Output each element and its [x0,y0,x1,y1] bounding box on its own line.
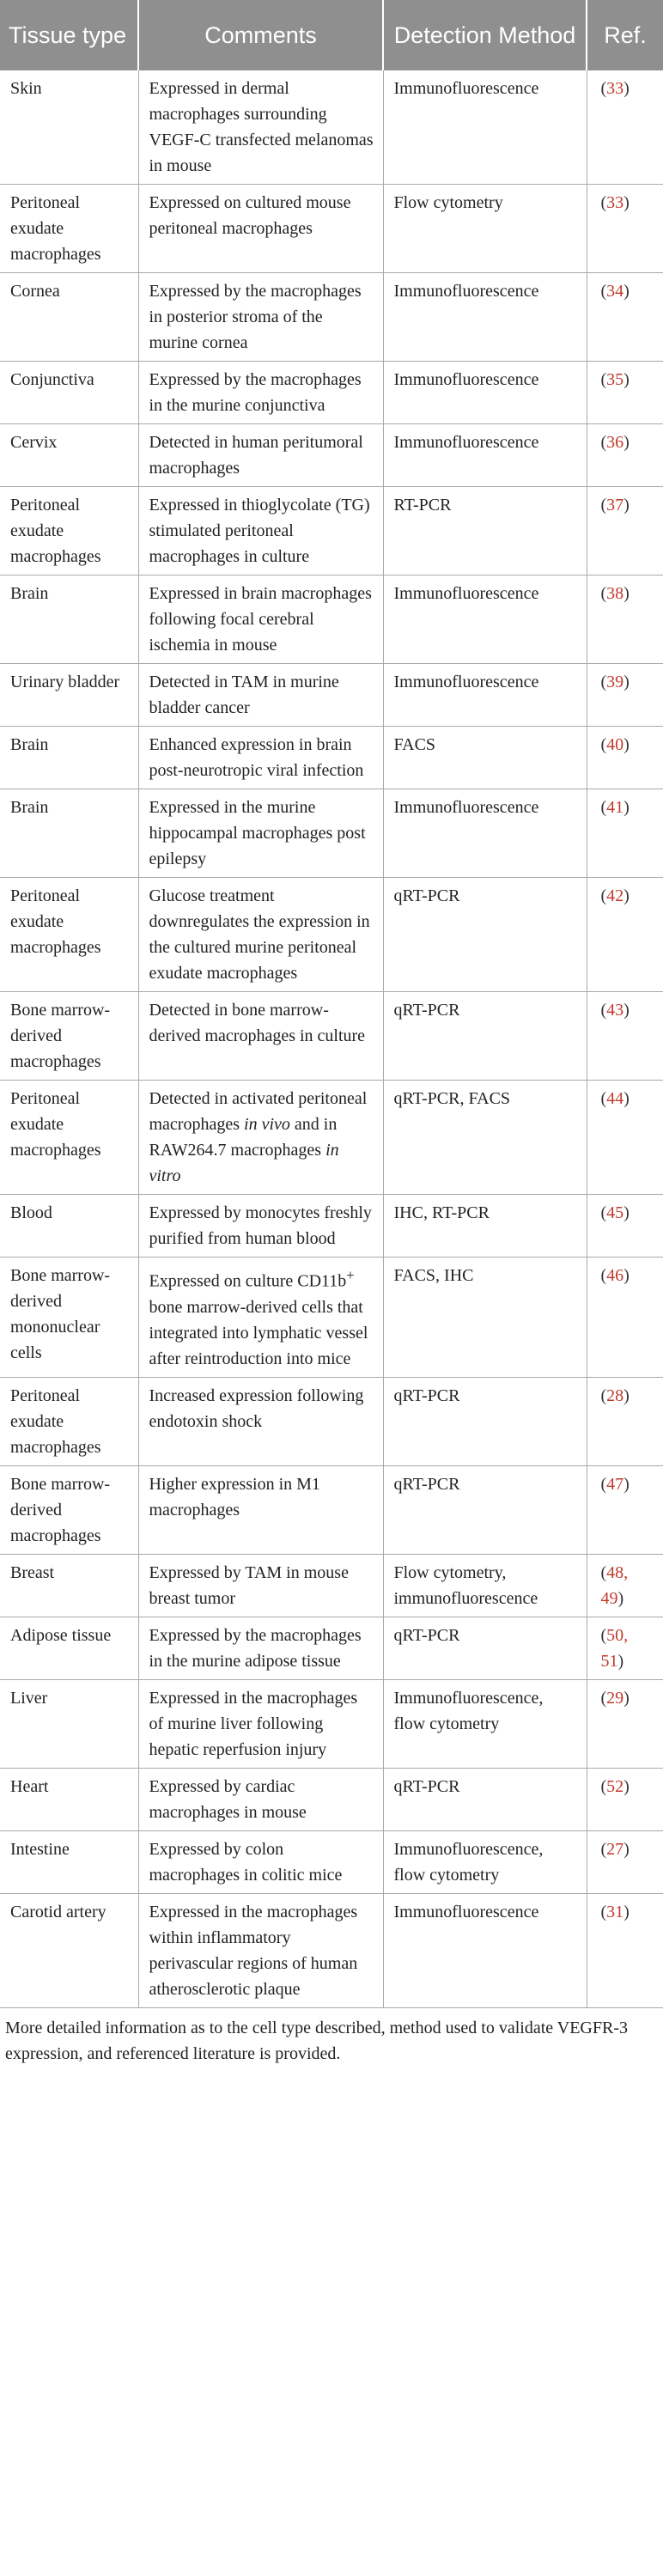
cell-detection-method: Immunofluorescence [383,424,587,487]
cell-comment: Expressed in dermal macrophages surrounding VEGF-C transfected melanomas in mouse [138,70,383,185]
cell-detection-method: qRT-PCR [383,1617,587,1679]
cell-detection-method: IHC, RT-PCR [383,1195,587,1258]
cell-ref [587,1830,663,1893]
ref-open-paren: ( [600,1625,607,1645]
cell-ref [587,273,663,362]
cell-ref [587,1465,663,1554]
ref-close-paren: ) [623,886,630,905]
cell-detection-method: FACS, IHC [383,1258,587,1378]
ref-link[interactable]: 27 [606,1839,624,1859]
comment-fragment: in vivo [244,1115,290,1134]
ref-link[interactable]: 43 [606,1001,624,1020]
ref-open-paren: ( [600,735,607,754]
ref-link[interactable]: 45 [606,1203,624,1222]
cell-detection-method: RT-PCR [383,487,587,575]
cell-detection-method: qRT-PCR, FACS [383,1081,587,1195]
cell-ref [587,1768,663,1830]
cell-tissue-type: Breast [0,1554,138,1617]
ref-open-paren: ( [600,1562,607,1582]
cell-detection-method: FACS [383,727,587,789]
table-row [0,575,663,664]
cell-detection-method: Immunofluorescence [383,575,587,664]
table-row [0,1554,663,1617]
cell-ref [587,487,663,575]
ref-open-paren: ( [600,1839,607,1859]
cell-ref [587,1617,663,1679]
ref-open-paren: ( [600,1203,607,1222]
cell-tissue-type: Skin [0,70,138,185]
table-row [0,789,663,878]
cell-tissue-type: Bone marrow-derived mononuclear cells [0,1258,138,1378]
ref-open-paren: ( [600,1474,607,1494]
ref-open-paren: ( [600,496,607,515]
cell-tissue-type: Peritoneal exudate macrophages [0,878,138,992]
ref-close-paren: ) [617,1588,624,1608]
ref-close-paren: ) [623,1203,630,1222]
ref-link[interactable]: 36 [606,433,624,452]
ref-close-paren: ) [623,193,630,212]
cell-detection-method: qRT-PCR [383,878,587,992]
ref-open-paren: ( [600,1001,607,1020]
cell-detection-method: Immunofluorescence, flow cytometry [383,1679,587,1768]
cell-tissue-type: Brain [0,789,138,878]
ref-close-paren: ) [623,1776,630,1796]
cell-detection-method: Immunofluorescence [383,70,587,185]
comment-fragment: Detected in activated peritoneal macrophages [149,1089,368,1134]
ref-link[interactable]: 35 [606,370,624,389]
ref-close-paren: ) [623,1385,630,1405]
ref-open-paren: ( [600,1776,607,1796]
cell-detection-method: qRT-PCR [383,1768,587,1830]
ref-close-paren: ) [623,370,630,389]
ref-link[interactable]: 48, 49 [600,1562,629,1608]
table-row [0,1258,663,1378]
table-row [0,1893,663,2007]
ref-open-paren: ( [600,1385,607,1405]
ref-link[interactable]: 39 [606,673,624,691]
ref-link[interactable]: 29 [606,1688,624,1708]
header-detection-method: Detection Method [383,0,587,70]
cell-comment: Expressed by colon macrophages in colitic mice [138,1830,383,1893]
ref-close-paren: ) [623,79,630,98]
cell-tissue-type: Blood [0,1195,138,1258]
cell-ref [587,664,663,727]
cell-tissue-type: Intestine [0,1830,138,1893]
table-row [0,1830,663,1893]
ref-link[interactable]: 33 [606,193,624,212]
cell-comment: Detected in TAM in murine bladder cancer [138,664,383,727]
cell-comment: Expressed in thioglycolate (TG) stimulated peritoneal macrophages in culture [138,487,383,575]
table-row [0,727,663,789]
ref-open-paren: ( [600,584,607,603]
table-row [0,1081,663,1195]
cell-tissue-type: Peritoneal exudate macrophages [0,185,138,273]
ref-open-paren: ( [600,1089,607,1108]
cell-ref [587,789,663,878]
cell-comment: Expressed by cardiac macrophages in mouse [138,1768,383,1830]
ref-link[interactable]: 38 [606,584,624,603]
table-body [0,70,663,2007]
cell-tissue-type: Urinary bladder [0,664,138,727]
cell-detection-method: qRT-PCR [383,1377,587,1465]
cell-detection-method: Immunofluorescence, flow cytometry [383,1830,587,1893]
cell-tissue-type: Peritoneal exudate macrophages [0,1081,138,1195]
table-row [0,878,663,992]
table-row [0,1617,663,1679]
ref-close-paren: ) [623,1688,630,1708]
table-footnote: More detailed information as to the cell type described, method used to validate VEGFR-3 expression, and referenced literature is provided. [5,2018,628,2063]
header-comments: Comments [138,0,383,70]
cell-comment: Expressed on cultured mouse peritoneal macrophages [138,185,383,273]
cell-ref [587,362,663,424]
ref-close-paren: ) [623,1902,630,1921]
comment-fragment: in vitro [149,1141,339,1185]
comment-fragment: and in RAW264.7 macrophages [149,1115,338,1160]
ref-close-paren: ) [623,1266,630,1285]
cell-ref [587,575,663,664]
cell-ref [587,1195,663,1258]
cell-ref [587,878,663,992]
ref-open-paren: ( [600,433,607,452]
cell-comment: Expressed in the murine hippocampal macrophages post epilepsy [138,789,383,878]
cell-comment: Enhanced expression in brain post-neurotropic viral infection [138,727,383,789]
cell-tissue-type: Conjunctiva [0,362,138,424]
cell-tissue-type: Adipose tissue [0,1617,138,1679]
table-row [0,1768,663,1830]
table-row [0,992,663,1081]
ref-link[interactable]: 37 [606,496,624,515]
cell-detection-method: Immunofluorescence [383,273,587,362]
cell-comment: Detected in human peritumoral macrophages [138,424,383,487]
ref-link[interactable]: 31 [606,1902,624,1921]
ref-open-paren: ( [600,798,607,817]
cell-ref [587,1893,663,2007]
table-row [0,1465,663,1554]
ref-open-paren: ( [600,370,607,389]
cell-detection-method: Flow cytometry, immunofluorescence [383,1554,587,1617]
ref-link[interactable]: 33 [606,79,624,98]
cell-detection-method: qRT-PCR [383,1465,587,1554]
comment-fragment: bone marrow-derived cells that integrated into lymphatic vessel after reintroduction into mice [149,1297,368,1368]
cell-tissue-type: Brain [0,727,138,789]
cell-ref [587,1554,663,1617]
ref-close-paren: ) [623,798,630,817]
cell-tissue-type: Liver [0,1679,138,1768]
cell-tissue-type: Peritoneal exudate macrophages [0,487,138,575]
cell-comment: Increased expression following endotoxin shock [138,1377,383,1465]
ref-open-paren: ( [600,1688,607,1708]
ref-close-paren: ) [623,282,630,301]
cell-detection-method: Immunofluorescence [383,789,587,878]
header-tissue-type: Tissue type [0,0,138,70]
cell-detection-method: Flow cytometry [383,185,587,273]
ref-open-paren: ( [600,1266,607,1285]
cell-ref [587,424,663,487]
cell-ref [587,727,663,789]
table-row [0,1377,663,1465]
cell-comment: Expressed by monocytes freshly purified from human blood [138,1195,383,1258]
ref-open-paren: ( [600,886,607,905]
ref-open-paren: ( [600,1902,607,1921]
ref-link[interactable]: 44 [606,1089,624,1108]
cell-detection-method: Immunofluorescence [383,664,587,727]
cell-detection-method: Immunofluorescence [383,1893,587,2007]
cell-tissue-type: Brain [0,575,138,664]
table-row [0,362,663,424]
cell-tissue-type: Bone marrow-derived macrophages [0,1465,138,1554]
cell-comment: Expressed by the macrophages in posterior stroma of the murine cornea [138,273,383,362]
ref-link[interactable]: 28 [606,1385,624,1405]
table-row [0,70,663,185]
table-row [0,424,663,487]
header-ref: Ref. [587,0,663,70]
comment-fragment: Expressed on culture CD11b [149,1271,347,1291]
cell-comment: Higher expression in M1 macrophages [138,1465,383,1554]
table-row [0,1195,663,1258]
cell-comment: Expressed in the macrophages within inflammatory perivascular regions of human atherosclerotic plaque [138,1893,383,2007]
table-row [0,185,663,273]
cell-tissue-type: Bone marrow-derived macrophages [0,992,138,1081]
table-row [0,273,663,362]
cell-comment [138,1081,383,1195]
table-header [0,0,663,70]
ref-close-paren: ) [623,1001,630,1020]
cell-comment: Expressed by the macrophages in the murine conjunctiva [138,362,383,424]
ref-link[interactable]: 47 [606,1474,624,1494]
ref-link[interactable]: 40 [606,735,624,754]
comment-fragment: + [346,1267,355,1283]
cell-detection-method: Immunofluorescence [383,362,587,424]
cell-comment: Detected in bone marrow-derived macrophages in culture [138,992,383,1081]
cell-tissue-type: Carotid artery [0,1893,138,2007]
cell-ref [587,185,663,273]
cell-ref [587,1258,663,1378]
cell-tissue-type: Cervix [0,424,138,487]
table-row [0,487,663,575]
ref-close-paren: ) [623,673,630,691]
table-row [0,1679,663,1768]
cell-comment: Expressed by TAM in mouse breast tumor [138,1554,383,1617]
cell-ref [587,1679,663,1768]
ref-close-paren: ) [623,433,630,452]
ref-close-paren: ) [623,496,630,515]
cell-tissue-type: Peritoneal exudate macrophages [0,1377,138,1465]
cell-comment: Expressed in brain macrophages following focal cerebral ischemia in mouse [138,575,383,664]
cell-comment: Expressed by the macrophages in the murine adipose tissue [138,1617,383,1679]
ref-close-paren: ) [617,1651,624,1671]
cell-comment [138,1258,383,1378]
ref-close-paren: ) [623,1474,630,1494]
cell-comment: Expressed in the macrophages of murine liver following hepatic reperfusion injury [138,1679,383,1768]
ref-open-paren: ( [600,193,607,212]
ref-link[interactable]: 42 [606,886,624,905]
ref-link[interactable]: 34 [606,282,624,301]
cell-ref [587,992,663,1081]
ref-link[interactable]: 52 [606,1776,624,1796]
cell-comment: Glucose treatment downregulates the expression in the cultured murine peritoneal exudate macrophages [138,878,383,992]
ref-close-paren: ) [623,584,630,603]
ref-open-paren: ( [600,673,607,691]
table-row [0,664,663,727]
cell-ref [587,1377,663,1465]
ref-open-paren: ( [600,282,607,301]
ref-link[interactable]: 50, 51 [600,1625,629,1671]
ref-link[interactable]: 41 [606,798,624,817]
ref-open-paren: ( [600,79,607,98]
cell-ref [587,1081,663,1195]
cell-tissue-type: Cornea [0,273,138,362]
cell-ref [587,70,663,185]
ref-close-paren: ) [623,735,630,754]
ref-link[interactable]: 46 [606,1266,624,1285]
ref-close-paren: ) [623,1089,630,1108]
cell-detection-method: qRT-PCR [383,992,587,1081]
cell-tissue-type: Heart [0,1768,138,1830]
ref-close-paren: ) [623,1839,630,1859]
